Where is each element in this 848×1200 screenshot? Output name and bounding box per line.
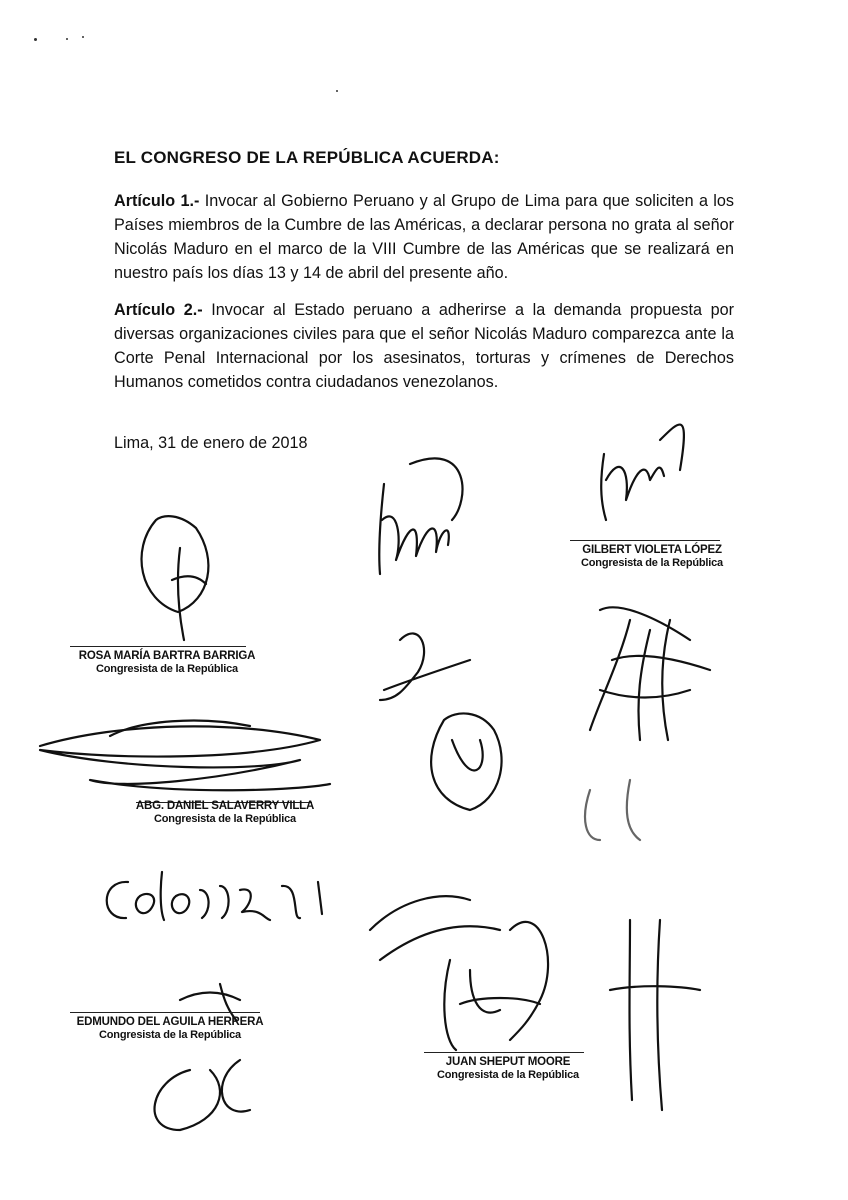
signature-scribble: [601, 454, 664, 520]
signatory-violeta: [572, 544, 732, 570]
signature-scribble: [380, 633, 470, 700]
article-2-label: Artículo 2.-: [114, 301, 203, 319]
article-1-text: Invocar al Gobierno Peruano y al Grupo de Lima para que soliciten a los Países miembros de la Cumbre de las Américas, a declarar persona no grata al señor Nicolás Maduro en el marco de la VIII Cumbre de las Américas que se realizará en nuestro país los días 13 y 14 de abril del presente año.: [114, 192, 734, 282]
article-1-label: Artículo 1.-: [114, 192, 200, 210]
signature-line: [570, 540, 720, 541]
article-2-text: Invocar al Estado peruano a adherirse a la demanda propuesta por diversas organizaciones civiles para que el señor Nicolás Maduro comparezca ante la Corte Penal Internacional por los asesinatos, torturas y crímenes de Derechos Humanos cometidos contra ciudadanos venezolanos.: [114, 301, 734, 391]
signature-scribble: [660, 425, 684, 470]
signatory-salaverry: [130, 800, 320, 826]
signing-date: Lima, 31 de enero de 2018: [114, 434, 308, 452]
signatory-role: Congresista de la República: [96, 663, 238, 675]
signatory-del-aguila: [70, 1016, 270, 1042]
signature-scribble: [40, 726, 330, 790]
signature-scribble: [107, 872, 322, 920]
signatory-name: GILBERT VIOLETA LÓPEZ: [582, 544, 722, 556]
signatory-name: EDMUNDO DEL AGUILA HERRERA: [76, 1016, 264, 1028]
signatory-role: Congresista de la República: [581, 557, 723, 569]
signature-scribble: [444, 922, 548, 1050]
signature-scribble: [142, 516, 209, 612]
resolution-heading: EL CONGRESO DE LA REPÚBLICA ACUERDA:: [114, 148, 500, 167]
signatory-sheput: [420, 1056, 596, 1082]
signature-line: [70, 646, 246, 647]
signatory-name: ROSA MARÍA BARTRA BARRIGA: [78, 650, 256, 662]
signature-scribble: [410, 458, 462, 520]
signature-line: [70, 1012, 260, 1013]
signature-scribble: [379, 484, 449, 574]
signatory-role: Congresista de la República: [437, 1069, 579, 1081]
signature-line: [424, 1052, 584, 1053]
signatory-name: ABG. DANIEL SALAVERRY VILLA: [135, 800, 315, 812]
signatory-name: JUAN SHEPUT MOORE: [445, 1056, 571, 1068]
signature-scribble: [155, 1060, 250, 1130]
signature-scribble: [610, 920, 700, 1110]
signature-scribble: [590, 607, 710, 740]
signature-scribble: [431, 713, 501, 810]
signatory-role: Congresista de la República: [154, 813, 296, 825]
signatory-role: Congresista de la República: [99, 1029, 241, 1041]
signature-scribble: [180, 984, 240, 1020]
signature-scribble: [585, 780, 640, 840]
signatory-bartra: [72, 650, 262, 676]
signature-scribble: [370, 896, 500, 960]
